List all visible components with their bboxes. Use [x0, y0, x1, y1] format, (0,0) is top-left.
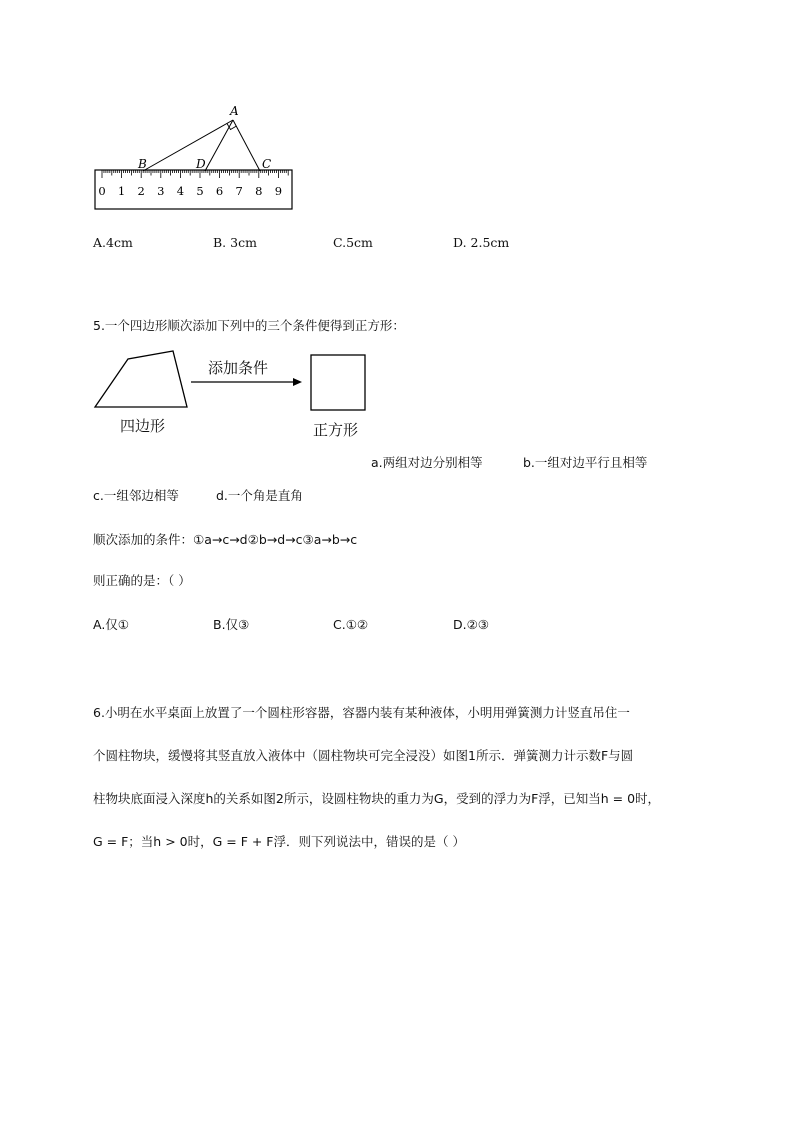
- q4-option-c[interactable]: C.5cm: [333, 235, 373, 250]
- arrow-head: [293, 378, 302, 386]
- point-label-b: B: [138, 157, 147, 171]
- q5-option-a[interactable]: A.仅①: [93, 617, 130, 632]
- q5-condition-c: c.一组邻边相等: [93, 488, 179, 503]
- q6-line-1: 6.小明在水平桌面上放置了一个圆柱形容器，容器内装有某种液体，小明用弹簧测力计竖直吊住一: [93, 705, 630, 720]
- q5-condition-d: d.一个角是直角: [216, 488, 303, 503]
- ruler-tick-labels: [98, 184, 282, 198]
- tick-label-4: 4: [176, 184, 185, 198]
- ruler-ticks: [102, 170, 288, 178]
- triangle-ruler-figure: [90, 100, 300, 215]
- q5-sequence: 顺次添加的条件：①a→c→d②b→d→c③a→b→c: [93, 532, 358, 547]
- q5-option-c[interactable]: C.①②: [333, 617, 369, 632]
- q5-condition-b: b.一组对边平行且相等: [523, 455, 648, 470]
- q6-line-4: G = F；当h > 0时，G = F + F浮．则下列说法中，错误的是（ ）: [93, 834, 465, 849]
- q6-line-3: 柱物块底面浸入深度h的关系如图2所示，设圆柱物块的重力为G，受到的浮力为F浮，已知当h = 0时，: [93, 791, 661, 806]
- q4-option-a[interactable]: A.4cm: [93, 235, 133, 250]
- square-caption: 正方形: [313, 421, 359, 439]
- q5-option-d[interactable]: D.②③: [453, 617, 490, 632]
- tick-label-2: 2: [137, 184, 145, 198]
- q5-stem: 5.一个四边形顺次添加下列中的三个条件便得到正方形：: [93, 318, 405, 333]
- point-label-a: A: [230, 104, 239, 118]
- q4-option-d[interactable]: D. 2.5cm: [453, 235, 510, 250]
- quadrilateral-shape: [95, 351, 187, 407]
- point-label-d: D: [196, 157, 206, 171]
- square-shape: [311, 355, 365, 410]
- q6-line-2: 个圆柱物块，缓慢将其竖直放入液体中（圆柱物块可完全浸没）如图1所示．弹簧测力计示数F与圆: [93, 748, 634, 763]
- tick-label-3: 3: [157, 184, 165, 198]
- tick-label-1: 1: [117, 184, 126, 198]
- point-label-c: C: [262, 157, 272, 171]
- tick-label-7: 7: [235, 184, 243, 198]
- arrow-label: 添加条件: [208, 359, 269, 377]
- q4-option-b[interactable]: B. 3cm: [213, 235, 257, 250]
- q5-ask: 则正确的是：（ ）: [93, 573, 191, 588]
- tick-label-8: 8: [255, 184, 263, 198]
- tick-label-5: 5: [196, 184, 204, 198]
- tick-label-0: 0: [98, 184, 106, 198]
- q5-condition-a: a.两组对边分别相等: [371, 455, 483, 470]
- tick-label-9: 9: [274, 184, 283, 198]
- q5-option-b[interactable]: B.仅③: [213, 617, 250, 632]
- quadrilateral-caption: 四边形: [120, 417, 166, 435]
- segment-ac: [233, 120, 260, 171]
- tick-label-6: 6: [215, 184, 224, 198]
